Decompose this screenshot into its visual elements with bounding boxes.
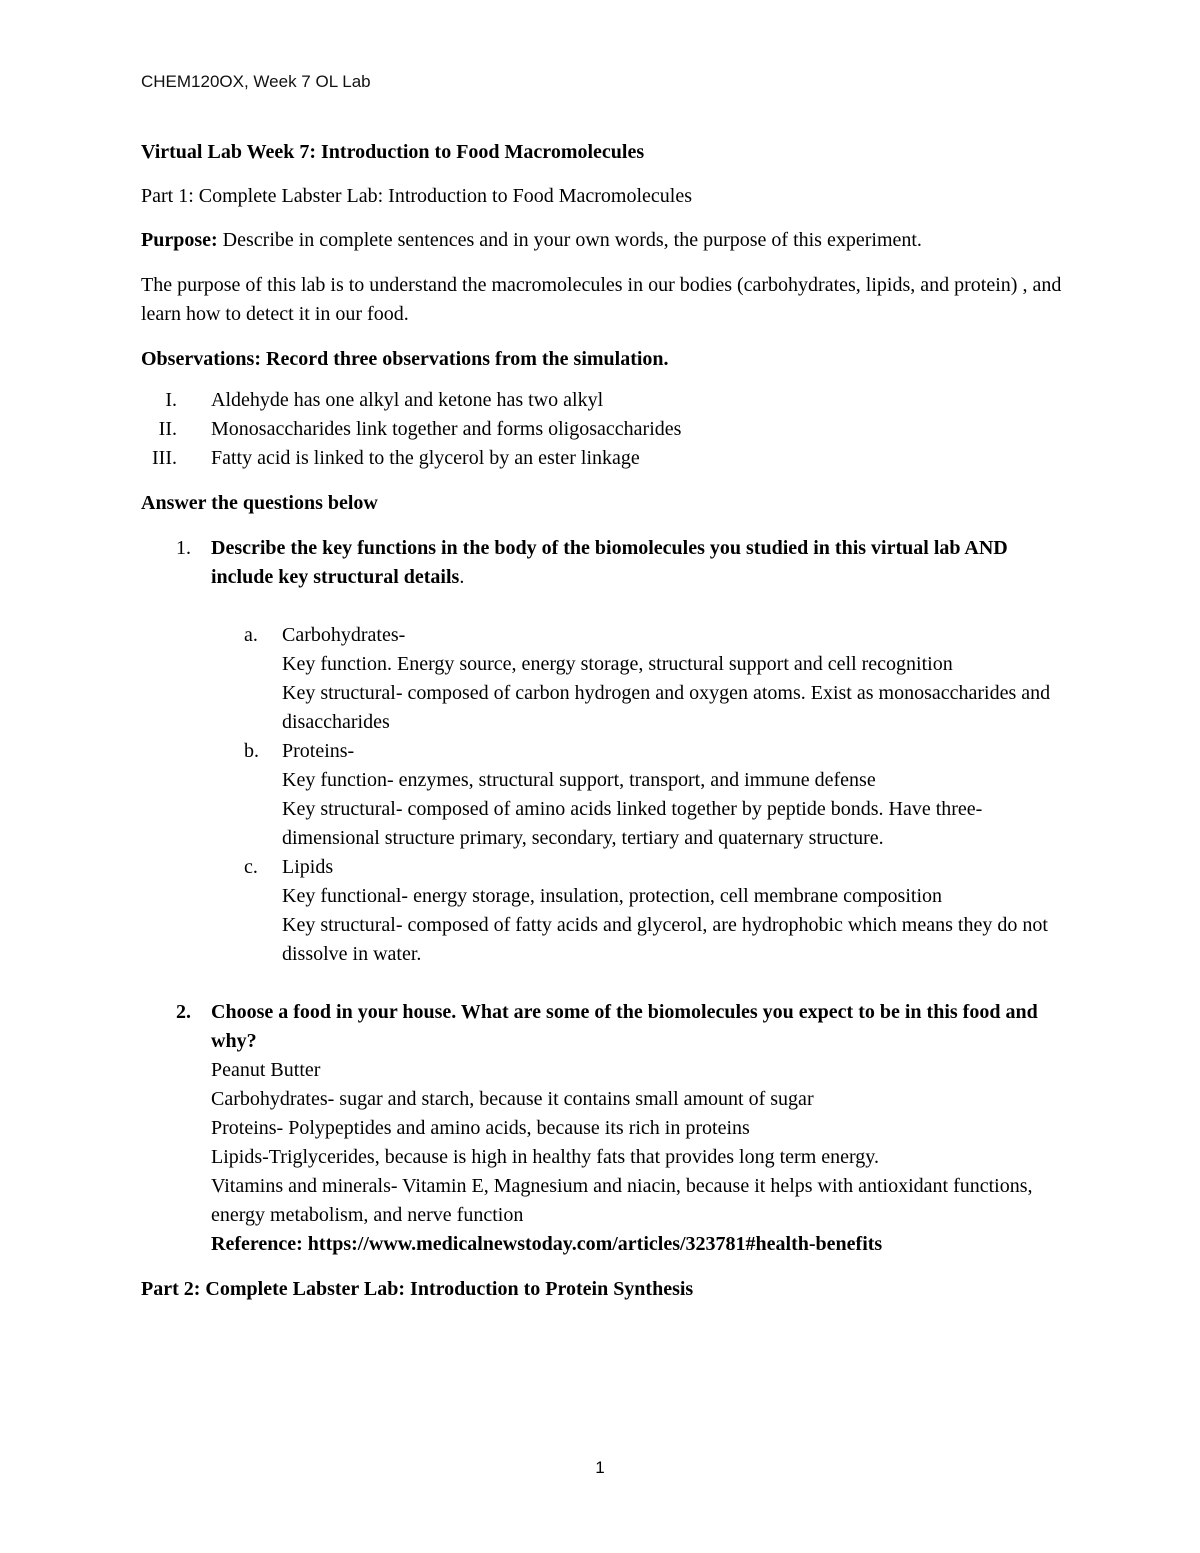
page-number: 1 bbox=[595, 1458, 605, 1477]
question-2 bbox=[141, 998, 1071, 1259]
list-letter: c. bbox=[244, 856, 258, 878]
purpose-label: Purpose: bbox=[141, 229, 218, 251]
list-letter: a. bbox=[244, 624, 258, 646]
question-1 bbox=[141, 534, 1071, 592]
part2-heading: Part 2: Complete Labster Lab: Introduction to Protein Synthesis bbox=[141, 1278, 694, 1300]
purpose-prompt bbox=[141, 226, 1071, 255]
key-function: Key function- enzymes, structural support, transport, and immune defense bbox=[282, 769, 876, 791]
observation-text: Monosaccharides link together and forms oligosaccharides bbox=[211, 418, 682, 440]
purpose-prompt-text: Describe in complete sentences and in your own words, the purpose of this experiment. bbox=[217, 229, 922, 251]
question-number: 1. bbox=[176, 537, 191, 559]
list-item bbox=[141, 386, 1071, 415]
key-structure: Key structural- composed of carbon hydrogen and oxygen atoms. Exist as monosaccharides and disaccharides bbox=[282, 682, 1051, 733]
biomolecule-name: Proteins- bbox=[282, 740, 355, 762]
reference bbox=[211, 1230, 1071, 1259]
observations-heading: Observations: Record three observations from the simulation. bbox=[141, 348, 669, 370]
observation-text: Aldehyde has one alkyl and ketone has two alkyl bbox=[211, 389, 604, 411]
key-function: Key function. Energy source, energy storage, structural support and cell recognition bbox=[282, 653, 953, 675]
list-number: III. bbox=[152, 447, 177, 469]
list-item bbox=[244, 621, 1071, 737]
biomolecule-name: Lipids bbox=[282, 856, 334, 878]
page-header: CHEM120OX, Week 7 OL Lab bbox=[141, 72, 371, 91]
list-letter: b. bbox=[244, 740, 259, 762]
document-title: Virtual Lab Week 7: Introduction to Food Macromolecules bbox=[141, 141, 645, 163]
question-text: Choose a food in your house. What are some of the biomolecules you expect to be in this food and why? bbox=[211, 1001, 1038, 1052]
observation-text: Fatty acid is linked to the glycerol by an ester linkage bbox=[211, 447, 640, 469]
reference-label: Reference: bbox=[211, 1233, 308, 1255]
questions-heading: Answer the questions below bbox=[141, 492, 378, 514]
list-number: II. bbox=[158, 418, 177, 440]
answer-line: Vitamins and minerals- Vitamin E, Magnesium and niacin, because it helps with antioxidant functions, energy metabolism, and nerve function bbox=[211, 1175, 1033, 1226]
key-structure: Key structural- composed of fatty acids and glycerol, are hydrophobic which means they do not dissolve in water. bbox=[282, 914, 1048, 965]
purpose-answer: The purpose of this lab is to understand the macromolecules in our bodies (carbohydrates, lipids, and protein) , and learn how to detect it in our food. bbox=[141, 274, 1062, 325]
list-item bbox=[244, 853, 1071, 969]
list-item bbox=[244, 737, 1071, 853]
reference-url: https://www.medicalnewstoday.com/articles/323781#health-benefits bbox=[307, 1233, 883, 1255]
question-number: 2. bbox=[176, 1001, 191, 1023]
answer-line: Lipids-Triglycerides, because is high in healthy fats that provides long term energy. bbox=[211, 1146, 880, 1168]
part1-heading: Part 1: Complete Labster Lab: Introduction to Food Macromolecules bbox=[141, 185, 692, 207]
list-item bbox=[141, 415, 1071, 444]
chosen-food: Peanut Butter bbox=[211, 1059, 321, 1081]
question-end: . bbox=[459, 566, 465, 588]
q1-answer-list bbox=[141, 621, 1071, 969]
answer-line: Proteins- Polypeptides and amino acids, because its rich in proteins bbox=[211, 1117, 750, 1139]
list-item bbox=[141, 444, 1071, 473]
document-body bbox=[141, 138, 1071, 1304]
list-number: I. bbox=[165, 389, 177, 411]
key-structure: Key structural- composed of amino acids linked together by peptide bonds. Have three-dimensional structure primary, secondary, tertiary and quaternary structure. bbox=[282, 798, 983, 849]
key-function: Key functional- energy storage, insulation, protection, cell membrane composition bbox=[282, 885, 942, 907]
observations-list bbox=[141, 386, 1071, 473]
biomolecule-name: Carbohydrates- bbox=[282, 624, 406, 646]
answer-line: Carbohydrates- sugar and starch, because it contains small amount of sugar bbox=[211, 1088, 814, 1110]
question-text: Describe the key functions in the body of the biomolecules you studied in this virtual lab AND include key structural details bbox=[211, 537, 1008, 588]
